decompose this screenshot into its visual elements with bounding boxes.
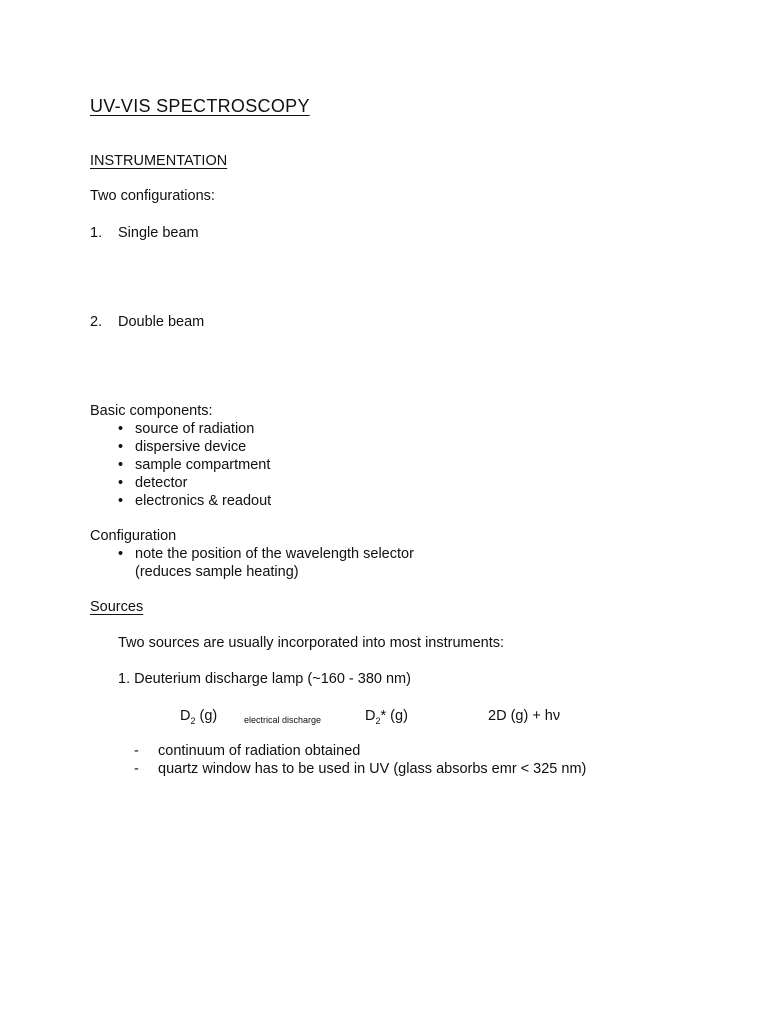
basic-components-list (118, 420, 271, 510)
equation-reactant-state: (g) (195, 708, 218, 724)
config-item-double-beam (90, 313, 205, 331)
sources-intro-text: Two sources are usually incorporated into most instruments: (118, 635, 505, 651)
configuration-notes (118, 545, 414, 563)
list-item: • note the position of the wavelength selector (118, 545, 414, 563)
equation-arrow-label: electrical discharge (244, 715, 322, 725)
page-title: UV-VIS SPECTROSCOPY (90, 96, 310, 116)
equation-reactant-symbol: D (180, 708, 191, 724)
equation-intermediate-state: (g) (386, 708, 408, 724)
equation-intermediate-star: * (380, 708, 387, 724)
list-item: - continuum of radiation obtained (134, 742, 586, 760)
equation-products: 2D (g) + hν (488, 708, 561, 724)
deuterium-lamp-item: 1. Deuterium discharge lamp (~160 - 380 nm) (118, 671, 411, 687)
list-item: • dispersive device (118, 438, 271, 456)
two-configurations-text: Two configurations: (90, 188, 215, 204)
equation-reactant (180, 707, 217, 725)
list-item: • sample compartment (118, 456, 271, 474)
configuration-label: Configuration (90, 528, 177, 544)
equation-intermediate-subscript: 2 (375, 715, 381, 726)
equation-intermediate (365, 707, 408, 725)
config-item-number: 2. (90, 314, 103, 330)
list-item: - quartz window has to be used in UV (glass absorbs emr < 325 nm) (134, 760, 586, 778)
deuterium-notes (134, 742, 586, 778)
config-item-label: Single beam (118, 225, 199, 241)
config-item-label: Double beam (118, 314, 205, 330)
list-item: • electronics & readout (118, 492, 271, 510)
section-heading-sources: Sources (90, 599, 144, 615)
list-item: • source of radiation (118, 420, 271, 438)
config-item-single-beam (90, 224, 199, 242)
list-item: • detector (118, 474, 271, 492)
section-heading-instrumentation: INSTRUMENTATION (90, 153, 228, 169)
equation-reactant-subscript: 2 (190, 715, 196, 726)
basic-components-label: Basic components: (90, 403, 213, 419)
configuration-note-continuation: (reduces sample heating) (135, 564, 299, 580)
equation-intermediate-symbol: D (365, 708, 376, 724)
config-item-number: 1. (90, 225, 103, 241)
